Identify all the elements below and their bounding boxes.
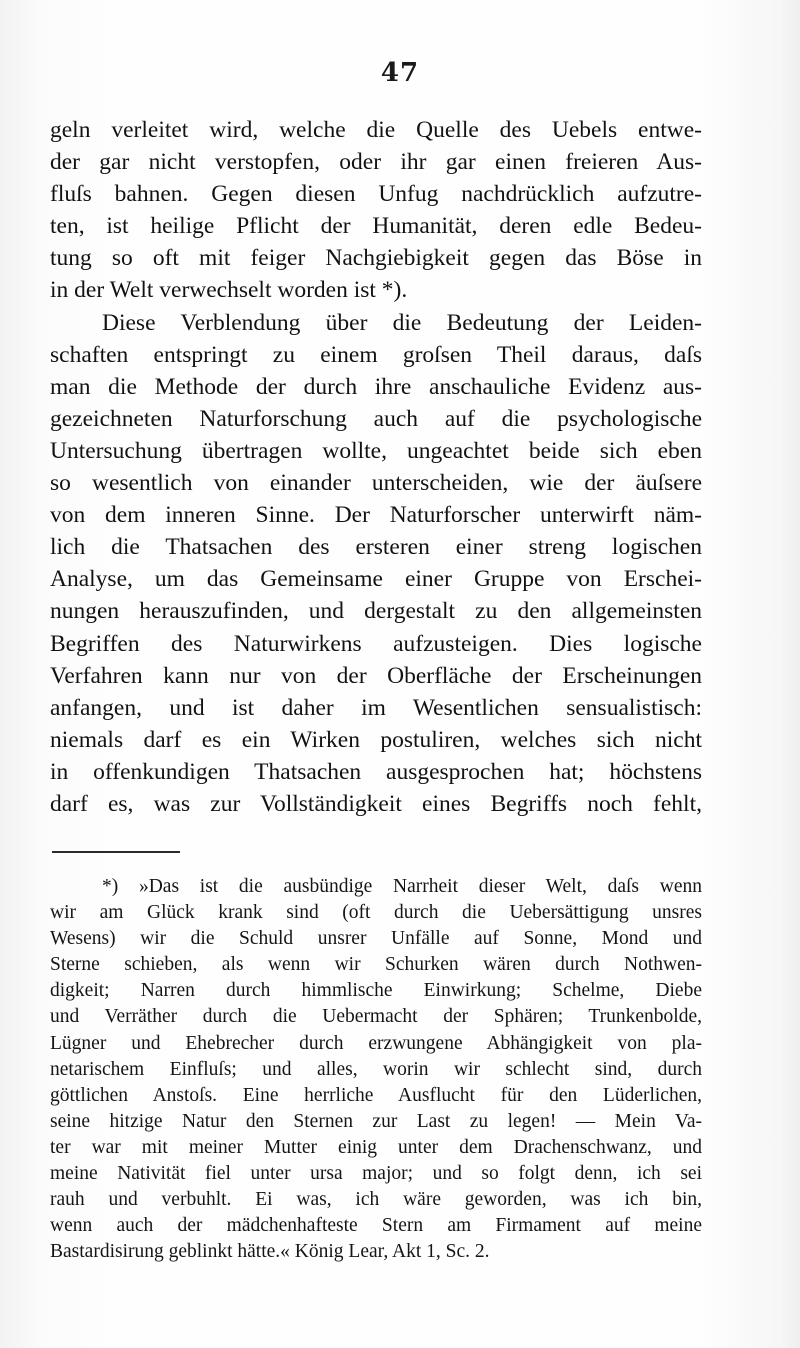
- main-text-block: [50, 114, 702, 820]
- footnote-line: rauh und verbuhlt. Ei was, ich wäre geworden, was ich bin,: [50, 1189, 702, 1211]
- text-line: Analyse, um das Gemeinsame einer Gruppe von Erschei-: [50, 566, 702, 593]
- footnote-block: [50, 874, 702, 1265]
- text-line: Begriffen des Naturwirkens aufzusteigen. Dies logische: [50, 630, 702, 657]
- footnote-line: meine Nativität fiel unter ursa major; und so folgt denn, ich sei: [50, 1163, 702, 1185]
- text-line: anfangen, und ist daher im Wesentlichen sensualistisch:: [50, 694, 702, 721]
- text-line: lich die Thatsachen des ersteren einer streng logischen: [50, 534, 702, 561]
- footnote-line: Wesens) wir die Schuld unsrer Unfälle auf Sonne, Mond und: [50, 928, 702, 950]
- text-line: man die Methode der durch ihre anschauliche Evidenz aus-: [50, 373, 702, 400]
- footnote-line: digkeit; Narren durch himmlische Einwirkung; Schelme, Diebe: [50, 980, 702, 1002]
- footnote-line: wir am Glück krank sind (oft durch die Uebersättigung unsres: [50, 902, 702, 924]
- text-line: Diese Verblendung über die Bedeutung der Leiden-: [102, 309, 702, 336]
- page-number: 47: [380, 58, 420, 88]
- text-line: in offenkundigen Thatsachen ausgesprochen hat; höchstens: [50, 758, 702, 785]
- text-line: in der Welt verwechselt worden ist *).: [50, 277, 408, 304]
- footnote-separator: [52, 851, 180, 853]
- footnote-line: wenn auch der mädchenhafteste Stern am Firmament auf meine: [50, 1215, 702, 1237]
- footnote-line: netarischem Einfluſs; und alles, worin wir schlecht sind, durch: [50, 1058, 702, 1080]
- text-line: der gar nicht verstopfen, oder ihr gar einen freieren Aus-: [50, 149, 702, 176]
- text-line: schaften entspringt zu einem groſsen Theil daraus, daſs: [50, 341, 702, 368]
- footnote-line: und Verräther durch die Uebermacht der Sphären; Trunkenbolde,: [50, 1006, 702, 1028]
- footnote-line: Sterne schieben, als wenn wir Schurken wären durch Nothwen-: [50, 954, 702, 976]
- text-line: nungen herauszufinden, und dergestalt zu den allgemeinsten: [50, 598, 702, 625]
- text-line: geln verleitet wird, welche die Quelle des Uebels entwe-: [50, 117, 702, 143]
- text-line: so wesentlich von einander unterscheiden, wie der äuſsere: [50, 470, 702, 497]
- text-line: Verfahren kann nur von der Oberfläche der Erscheinungen: [50, 662, 702, 689]
- footnote-line: Bastardisirung geblinkt hätte.« König Lear, Akt 1, Sc. 2.: [50, 1241, 490, 1263]
- footnote-line: Lügner und Ehebrecher durch erzwungene Abhängigkeit von pla-: [50, 1032, 702, 1054]
- footnote-line: göttlichen Anstoſs. Eine herrliche Ausflucht für den Lüderlichen,: [50, 1084, 702, 1106]
- text-line: tung so oft mit feiger Nachgiebigkeit gegen das Böse in: [50, 245, 702, 272]
- footnote-line: ter war mit meiner Mutter einig unter dem Drachenschwanz, und: [50, 1136, 702, 1158]
- text-line: ten, ist heilige Pflicht der Humanität, deren edle Bedeu-: [50, 213, 702, 240]
- text-line: Untersuchung übertragen wollte, ungeachtet beide sich eben: [50, 437, 702, 464]
- text-line: gezeichneten Naturforschung auch auf die psychologische: [50, 405, 702, 432]
- text-line: niemals darf es ein Wirken postuliren, welches sich nicht: [50, 726, 702, 753]
- text-line: darf es, was zur Vollständigkeit eines Begriffs noch fehlt,: [50, 790, 702, 817]
- footnote-line: seine hitzige Natur den Sternen zur Last zu legen! — Mein Va-: [50, 1110, 702, 1132]
- text-line: von dem inneren Sinne. Der Naturforscher unterwirft näm-: [50, 502, 702, 529]
- text-line: fluſs bahnen. Gegen diesen Unfug nachdrücklich aufzutre-: [50, 181, 702, 208]
- footnote-line: *) »Das ist die ausbündige Narrheit dieser Welt, daſs wenn: [102, 876, 702, 897]
